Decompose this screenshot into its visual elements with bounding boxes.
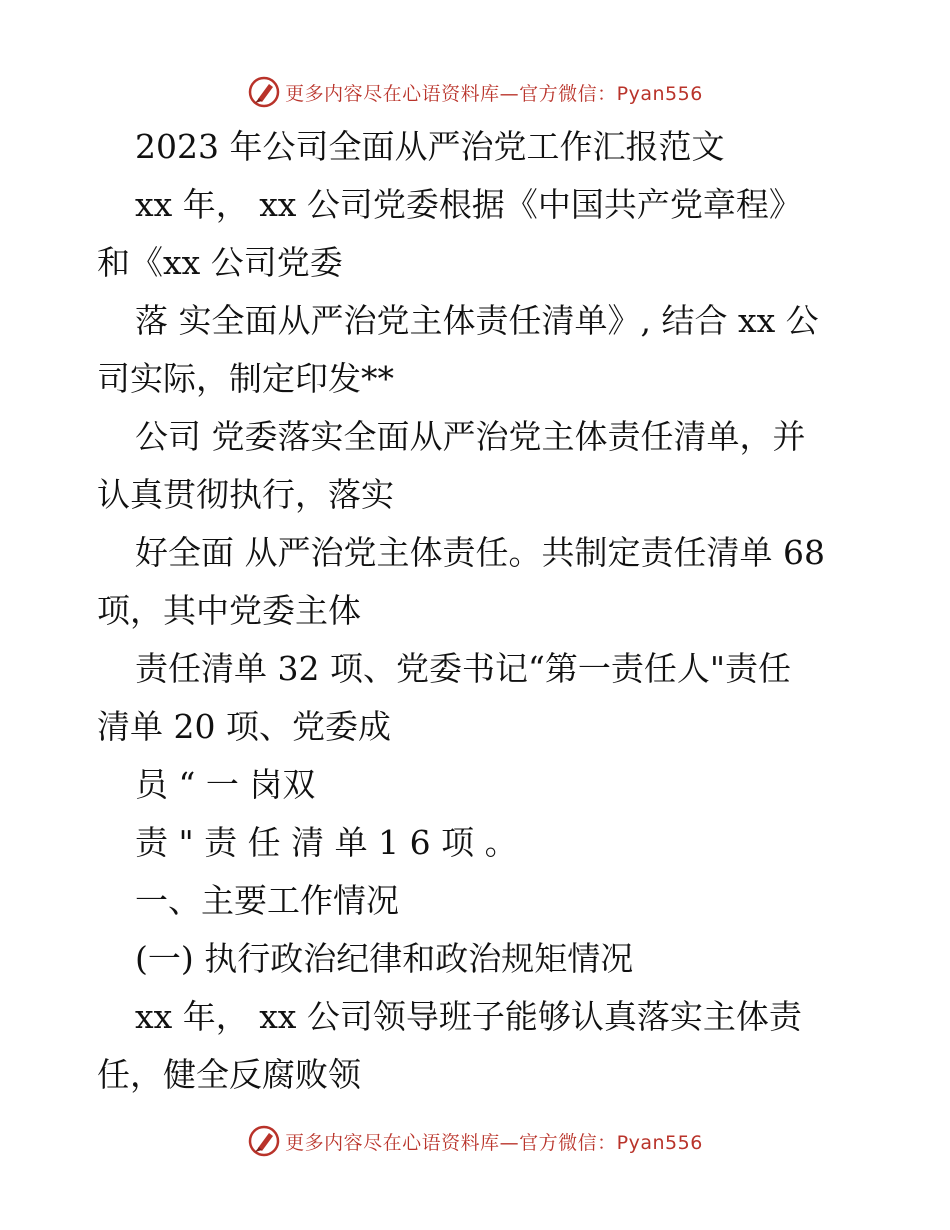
paragraph-line: 责任清单 32 项、党委书记“第一责任人"责任 — [135, 649, 792, 688]
paragraph-line: xx 年， xx 公司党委根据《中国共产党章程》 — [135, 185, 802, 224]
pen-nib-seal-icon — [247, 75, 281, 109]
paragraph-line: 项，其中党委主体 — [97, 591, 361, 630]
subsection-heading: (一) 执行政治纪律和政治规矩情况 — [135, 939, 634, 978]
paragraph-line: 落 实全面从严治党主体责任清单》, 结合 xx 公 — [135, 301, 819, 340]
paragraph-line: 员 “ 一 岗双 — [135, 765, 316, 804]
paragraph-line: 清单 20 项、党委成 — [97, 707, 391, 746]
footer-watermark — [0, 1121, 950, 1161]
section-heading: 一、主要工作情况 — [135, 881, 399, 920]
pen-nib-seal-icon — [247, 1124, 281, 1158]
paragraph-line: 好全面 从严治党主体责任。共制定责任清单 68 — [135, 533, 825, 572]
header-watermark — [0, 72, 950, 112]
watermark-text: 更多内容尽在心语资料库—官方微信：Pyan556 — [285, 1131, 703, 1154]
paragraph-line: 司实际，制定印发** — [97, 359, 394, 398]
document-title: 2023 年公司全面从严治党工作汇报范文 — [135, 127, 725, 166]
paragraph-line: 和《xx 公司党委 — [97, 243, 343, 282]
watermark-text: 更多内容尽在心语资料库—官方微信：Pyan556 — [285, 82, 703, 105]
paragraph-line: 责 " 责 任 清 单 1 6 项 。 — [135, 823, 518, 862]
paragraph-line: xx 年， xx 公司领导班子能够认真落实主体责 — [135, 997, 802, 1036]
paragraph-line: 任，健全反腐败领 — [97, 1055, 361, 1094]
paragraph-line: 认真贯彻执行，落实 — [97, 475, 394, 514]
paragraph-line: 公司 党委落实全面从严治党主体责任清单，并 — [135, 417, 806, 456]
